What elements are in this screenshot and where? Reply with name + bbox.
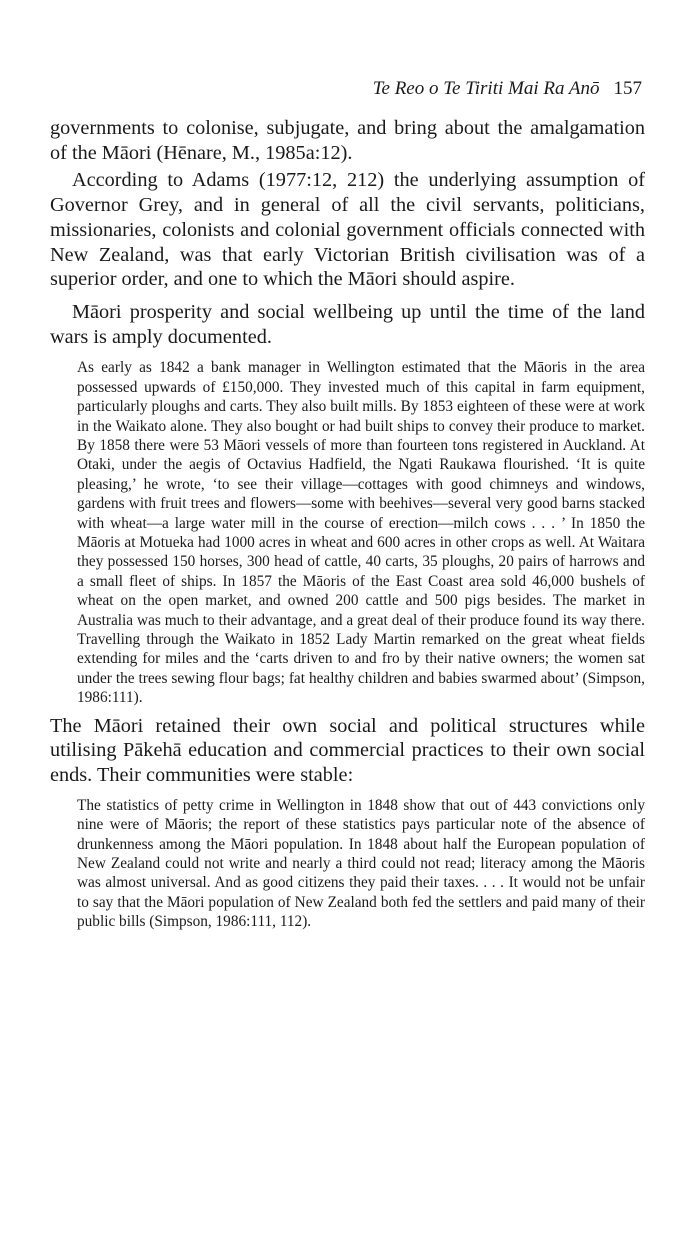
paragraph-prosperity: Māori prosperity and social wellbeing up until the time of the land wars is amply documented. [50,300,645,348]
block-quote-simpson-2: The statistics of petty crime in Wellington in 1848 show that out of 443 convictions only nine were of Māoris; the report of these statistics pays particular note of the absence of drunkenness among the Māori population. In 1848 about half the European population of New Zealand could not write and nearly a third could not read; literacy among the Māoris was almost universal. And as good citizens they paid their taxes. . . . It would not be unfair to say that the Māori population of New Zealand both fed the settlers and paid many of their public bills (Simpson, 1986:111, 112). [77,796,645,931]
paragraph-social-structures: The Māori retained their own social and political structures while utilising Pākehā education and commercial practices to their own social ends. Their communities were stable: [50,714,645,787]
block-quote-simpson-1: As early as 1842 a bank manager in Wellington estimated that the Māoris in the area possessed upwards of £150,000. They invested much of this capital in farm equipment, particularly ploughs and carts. They also built mills. By 1853 eighteen of these were at work in the Waikato alone. They also bought or had built ships to convey their produce to market. By 1858 there were 53 Māori vessels of more than fourteen tons registered in Auckland. At Otaki, under the aegis of Octavius Hadfield, the Ngati Raukawa flourished. ‘It is quite pleasing,’ he wrote, ‘to see their village—cottages with good chimneys and windows, gardens with fruit trees and flowers—some with beehives—several very good barns stacked with wheat—a large water mill in the course of erection—milch cows . . . ’ In 1850 the Māoris at Motueka had 1000 acres in wheat and 600 acres in other crops as well. At Waitara they possessed 150 horses, 300 head of cattle, 40 carts, 35 ploughs, 20 pairs of harrows and a small fleet of ships. In 1857 the Māoris of the East Coast area sold 46,000 bushels of wheat on the open market, and owned 200 cattle and 500 pigs besides. The market in Australia was much to their advantage, and a great deal of their produce found its way there. Travelling through the Waikato in 1852 Lady Martin remarked on the great wheat fields extending for miles and the ‘carts driven to and fro by their native owners; the women sat under the trees sewing flour bags; fat healthy children and babies swarmed about’ (Simpson, 1986:111). [77,359,645,707]
page-body [50,70,645,932]
paragraph-continuation: governments to colonise, subjugate, and bring about the amalgamation of the Māori (Hēnare, M., 1985a:12). [50,117,645,164]
running-head-title: Te Reo o Te Tiriti Mai Ra Anō [372,78,600,99]
paragraph-adams: According to Adams (1977:12, 212) the underlying assumption of Governor Grey, and in general of all the civil servants, politicians, missionaries, colonists and colonial government officials connected with New Zealand, was that early Victorian British civilisation was of a superior order, and one to which the Māori should aspire. [50,169,645,291]
page-number: 157 [613,78,642,99]
